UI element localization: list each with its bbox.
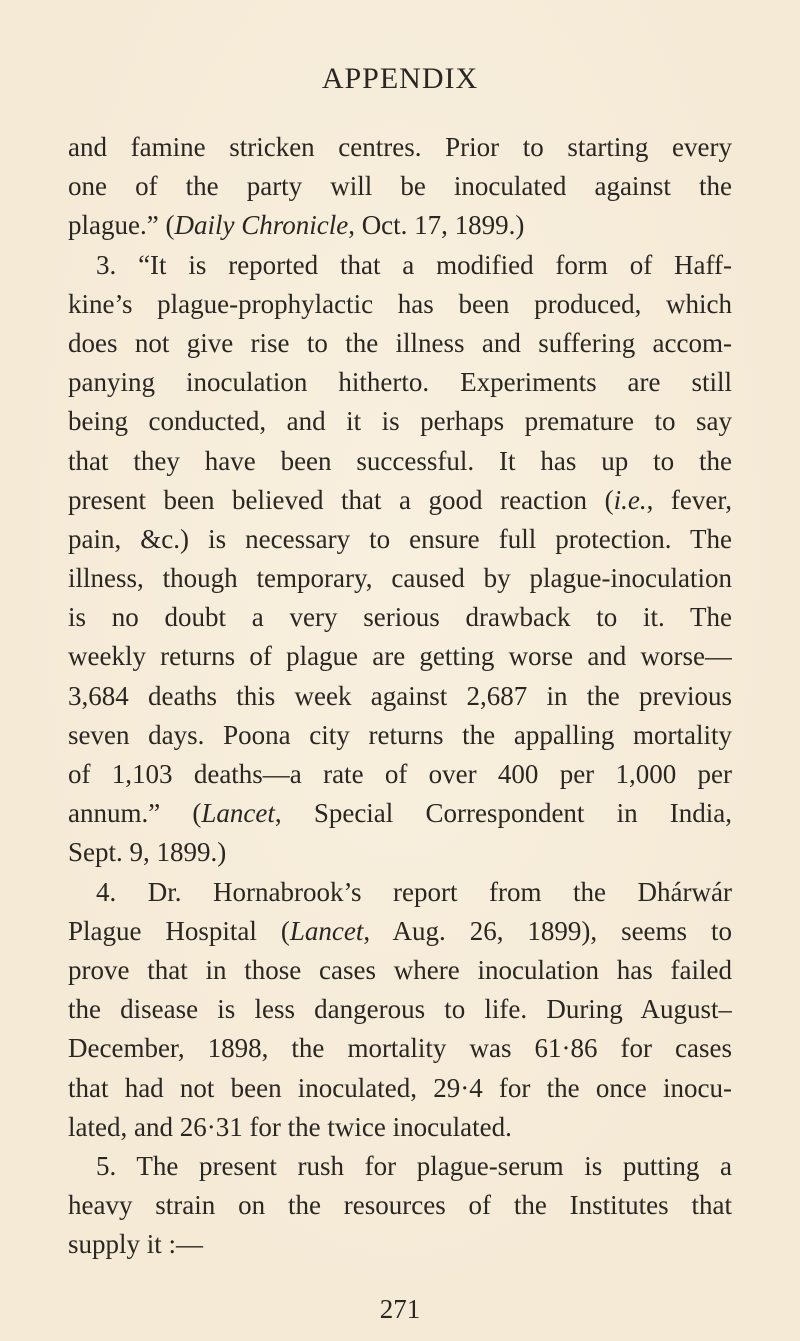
text-line-10-pre: present been believed that a good reaction ( [68, 484, 614, 515]
text-line-20: 4. Dr. Hornabrook’s report from the Dhárwár [96, 876, 732, 907]
running-head: APPENDIX [321, 62, 479, 95]
text-line-3-post: , Oct. 17, 1899.) [348, 210, 525, 241]
text-line-13: is no doubt a very serious drawback to it. The [68, 602, 732, 633]
text-line-2: one of the party will be inoculated against the [68, 171, 732, 202]
text-line-22: prove that in those cases where inoculation has failed [68, 954, 732, 985]
text-line-18-post: , Special Correspondent in India, [274, 798, 732, 829]
text-line-5: kine’s plague-prophylactic has been produced, which [68, 288, 732, 319]
citation-daily-chronicle: Daily Chronicle [174, 210, 349, 241]
page-number: 271 [379, 1294, 421, 1324]
text-line-25: that had not been inoculated, 29·4 for the once inocu- [68, 1072, 732, 1103]
text-line-16: seven days. Poona city returns the appalling mortality [68, 719, 732, 750]
text-line-17: of 1,103 deaths—a rate of over 400 per 1,000 per [68, 759, 732, 789]
text-line-29: supply it :— [68, 1229, 204, 1260]
text-line-21 [68, 912, 732, 951]
text-line-6: does not give rise to the illness and suffering accom- [68, 327, 732, 358]
text-line-21-post: , Aug. 26, 1899), seems to [363, 915, 732, 946]
text-line-15: 3,684 deaths this week against 2,687 in the previous [68, 680, 732, 711]
text-line-4: 3. “It is reported that a modified form of Haff- [96, 249, 732, 280]
text-line-9: that they have been successful. It has up to the [68, 445, 732, 476]
citation-lancet-2: Lancet [289, 915, 364, 946]
text-line-21-pre: Plague Hospital ( [68, 915, 290, 946]
text-line-10-post: , fever, [646, 484, 732, 515]
body-text [68, 128, 732, 1264]
text-line-10 [68, 481, 732, 520]
text-line-8: being conducted, and it is perhaps premature to say [68, 406, 732, 437]
text-line-27: 5. The present rush for plague-serum is putting a [96, 1150, 732, 1181]
text-line-12: illness, though temporary, caused by plague-inoculation [68, 563, 732, 594]
text-line-14: weekly returns of plague are getting worse and worse— [68, 641, 732, 672]
text-line-18 [68, 794, 732, 833]
text-line-28: heavy strain on the resources of the Institutes that [68, 1190, 732, 1221]
abbrev-ie: i.e. [613, 484, 647, 515]
text-line-3-pre: plague.” ( [68, 210, 175, 241]
text-line-24: December, 1898, the mortality was 61·86 for cases [68, 1033, 732, 1064]
text-line-18-pre: annum.” ( [68, 798, 202, 829]
text-line-26: lated, and 26·31 for the twice inoculated. [68, 1111, 512, 1142]
text-line-19: Sept. 9, 1899.) [68, 837, 227, 868]
text-line-1: and famine stricken centres. Prior to starting every [68, 132, 732, 162]
text-line-7: panying inoculation hitherto. Experiments are still [68, 367, 732, 398]
citation-lancet-1: Lancet [201, 798, 275, 829]
text-line-11: pain, &c.) is necessary to ensure full protection. The [68, 523, 732, 554]
text-line-23: the disease is less dangerous to life. During August– [68, 994, 732, 1025]
text-line-3 [68, 206, 732, 245]
